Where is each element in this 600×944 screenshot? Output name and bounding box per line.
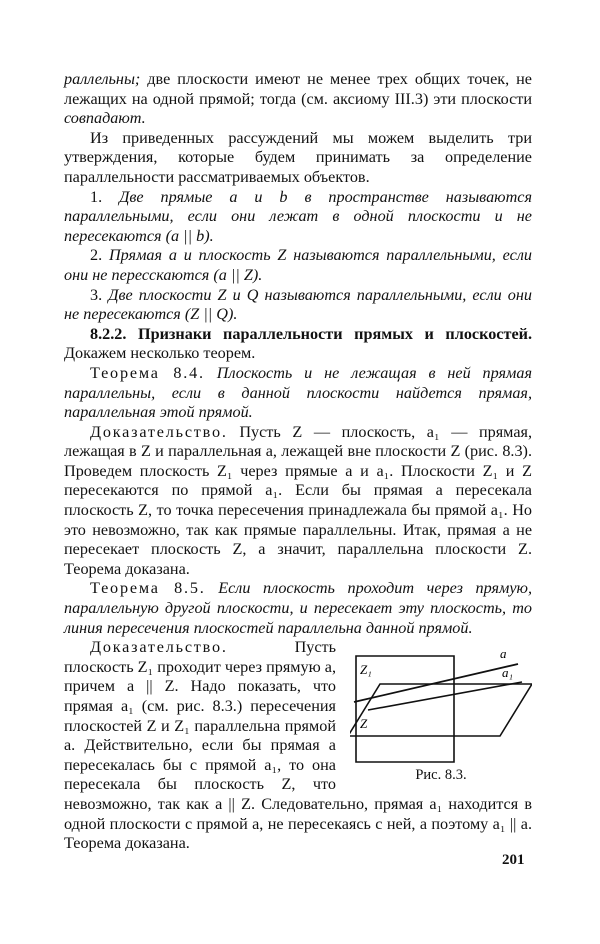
label-z: Z [360,716,368,732]
page-body [64,70,532,854]
proof-label: Доказательство. [90,638,228,657]
section-heading: 8.2.2. Признаки параллельности прямых и плоскостей. [90,324,532,343]
definition-2 [64,246,532,285]
definition-number: 1. [90,187,120,206]
definition-text: Две прямые a и b в пространстве называются параллельными, если они лежат в одной плоскости и не пересекаются (a || b). [64,187,532,245]
figure-caption: Рис. 8.3. [415,767,467,784]
plane-z-outline [350,684,532,736]
label-a1: a₁ [502,665,514,681]
proof-text: Пусть плоскость Z₁ проходит через прямую a, причем a || Z. Надо показать, что прямая a₁ (см. рис. 8.3.) пересечения плоскостей Z и Z₁ параллельна прямой a. Действительно, если бы прямая a пересекалась бы с прямой a₁, то она пересекала бы плоскость Z, что невозможно, так как a || Z. Следовательно, прямая a₁ находится в одной плоскости с прямой a, не пересекаясь с ней, а поэтому a₁ || a. Теорема доказана. [64,638,532,853]
page-number: 201 [502,852,525,868]
figure-8-3 [350,644,532,786]
planes-diagram [350,644,532,764]
definition-1 [64,188,532,247]
line-a1 [368,682,522,710]
label-z1: Z₁ [360,662,372,678]
theorem-8-4 [64,364,532,423]
theorem-label: Теорема 8.4. [90,363,205,382]
definition-number: 3. [90,285,109,304]
definition-text: Прямая a и плоскость Z называются параллельными, если они не пересскаются (a || Z). [64,246,532,284]
proof-label: Доказательство. [90,422,228,441]
definition-text: Две плоскости Z и Q называются параллельными, если они не пересекаются (Z || Q). [64,285,533,324]
label-a: a [500,646,507,662]
proof-text: Пусть Z — плоскость, a₁ — прямая, лежащая в Z и параллельная a, лежащей вне плоскости Z (рис. 8.3). Проведем плоскость Z₁ через прямые a и a₁. Плоскости Z₁ и Z пересекаются по прямой a₁. Если бы прямая a пересекала плоскость Z, то точка пересечения принадлежала бы прямой a₁. Но это невозможно, так как прямые параллельны. Итак, прямая a не пересекает плоскость Z, а значит, параллельна плоскости Z. Теорема доказана. [64,422,532,578]
text-fragment: две плоскости имеют не менее трех общих точек, не лежащих на одной прямой; тогда (см. аксиому III.3) эти плоскости [64,70,532,108]
paragraph-intro: Из приведенных рассуждений мы можем выделить три утверждения, которые будем принимать за определение параллельности рассматриваемых объектов. [64,128,532,186]
proof-8-4 [64,423,532,580]
paragraph-continuation [64,70,532,129]
theorem-8-5 [64,579,532,638]
italic-fragment: раллельны; [64,70,141,88]
line-a [354,664,518,702]
theorem-label: Теорема 8.5. [90,579,206,598]
theorem-text: Плоскость и не лежащая в ней прямая параллельны, если в данной плоскости найдется прямая, параллельная этой прямой. [64,363,533,422]
definition-3 [64,286,532,325]
theorem-text: Если плоскость проходит через прямую, параллельную другой плоскости, и пересекает эту плоскость, то линия пересечения плоскостей параллельна данной прямой. [64,579,532,637]
text-fragment: Докажем несколько теорем. [64,344,256,363]
section-heading-paragraph [64,325,532,364]
definition-number: 2. [90,246,109,265]
italic-fragment: совпадают. [64,109,146,128]
